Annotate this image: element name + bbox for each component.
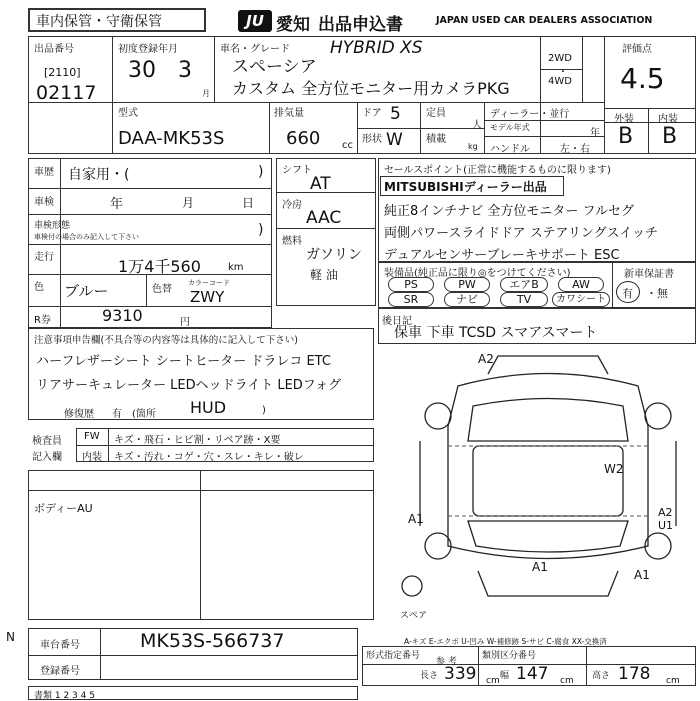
dims-height-unit: cm <box>666 676 680 686</box>
inspection-form-close: ) <box>258 222 264 238</box>
handle-label: ハンドル <box>490 144 530 155</box>
load-label: 積載 <box>426 134 446 145</box>
equipment-label: 装備品(純正品に限り◎をつけてください) <box>384 268 571 279</box>
repair-note: HUD <box>190 398 227 417</box>
color-code: ZWY <box>190 288 225 306</box>
displacement-value: 660 <box>286 128 321 149</box>
color-value: ブルー <box>64 282 109 300</box>
inspector-row2: キズ・汚れ・コゲ・穴・スレ・キレ・破レ <box>114 452 304 463</box>
model-year-unit: 年 <box>590 128 600 139</box>
inspection-month: 月 <box>182 196 195 210</box>
storage-note: 車内保管・守衛保管 <box>36 14 162 30</box>
chassis-label: 車台番号 <box>40 640 80 651</box>
displacement-label: 排気量 <box>274 108 304 119</box>
damage-a1-bottom: A1 <box>634 568 650 582</box>
lot-sub-number: [2110] <box>44 66 81 79</box>
association-name: JAPAN USED CAR DEALERS ASSOCIATION <box>436 15 653 26</box>
damage-legend: A-キズ E-エクボ U-凹み W-補修跡 S-サビ C-腐食 XX-交換済 <box>404 637 607 646</box>
dims-width: 147 <box>516 664 549 684</box>
selling-point-1: 純正8インチナビ 全方位モニター フルセグ <box>384 204 635 219</box>
declaration-label: 注意事項申告欄(不具合等の内容等は具体的に記入して下さい) <box>34 335 298 346</box>
car-diagram <box>398 346 698 616</box>
model-name-line2: カスタム 全方位モニター用カメラPKG <box>232 79 510 98</box>
equip-navi: ナビ <box>444 292 490 307</box>
warranty-label: 新車保証書 <box>624 269 674 280</box>
model-code-label: 型式 <box>118 108 138 119</box>
selling-points-label: セールスポイント(正常に機能するものに限ります) <box>384 165 611 176</box>
inspector-interior: 内装 <box>82 452 102 463</box>
equip-pw: PW <box>444 277 490 292</box>
equip-aw: AW <box>558 277 604 292</box>
color-code-label: カラーコード <box>188 279 230 287</box>
dealer-flag: MITSUBISHIディーラー出品 <box>384 180 547 194</box>
doors-label: ドア <box>362 108 382 119</box>
logo-mark: JU <box>238 10 272 32</box>
ac-label: 冷房 <box>282 200 302 211</box>
inspection-day: 日 <box>242 196 255 210</box>
recycle-label: R券 <box>34 315 51 326</box>
exterior-label: 外装 <box>614 114 634 125</box>
interior-label: 内装 <box>658 114 678 125</box>
warranty-yes: 有 <box>622 287 633 300</box>
dims-height: 178 <box>618 664 651 684</box>
dims-cat-label: 類別区分番号 <box>482 651 537 661</box>
history-value: 自家用・( <box>68 167 130 183</box>
shift-label: シフト <box>282 165 312 176</box>
dims-length-label: 長さ <box>420 671 439 681</box>
color-change-label: 色替 <box>152 284 172 295</box>
equip-seat: カワシート <box>552 292 610 307</box>
dims-ref-note: 参 考 <box>436 657 457 667</box>
drive-2wd: 2WD <box>548 53 572 64</box>
inspection-label: 車検 <box>34 197 54 208</box>
history-close: ) <box>258 164 264 180</box>
drive-dot: ・ <box>558 67 568 78</box>
damage-a1-left: A1 <box>408 512 424 526</box>
model-grade: HYBRID XS <box>330 38 423 58</box>
dims-length: 339 <box>444 664 477 684</box>
dealer-label: ディーラー・並行 <box>490 109 570 120</box>
warranty-no: ・無 <box>646 287 668 300</box>
lot-number: 02117 <box>36 82 97 104</box>
lot-label: 出品番号 <box>34 44 74 55</box>
damage-a2u1-right: A2 U1 <box>658 506 674 532</box>
registration-month-unit: 月 <box>202 89 210 98</box>
load-unit: kg <box>468 142 478 151</box>
repair-close: ) <box>262 405 266 416</box>
model-name-line1: スペーシア <box>232 57 317 77</box>
capacity-label: 定員 <box>426 108 446 119</box>
comment-left: ボディーAU <box>34 502 93 515</box>
spare-label: スペア <box>400 611 428 621</box>
mileage-value: 1万4千560 <box>118 257 201 276</box>
after-note-value: 保車 下車 TCSD スマアスマート <box>394 325 598 341</box>
repair-open: (箇所 <box>132 409 156 420</box>
model-name-label: 車名・グレード <box>220 44 290 55</box>
rating-score: 4.5 <box>620 62 665 95</box>
dims-width-unit: cm <box>560 676 574 686</box>
color-label: 色 <box>34 282 44 293</box>
shift-value: AT <box>310 174 331 194</box>
inspection-form-note: 車検付の場合のみ記入して下さい <box>34 233 139 241</box>
recycle-value: 9310 <box>102 306 143 325</box>
org-name: 愛知 <box>276 15 310 35</box>
damage-a1-rear: A1 <box>532 560 548 574</box>
registration-year: 30 <box>128 58 156 83</box>
inspector-label-1: 検査員 <box>32 436 62 447</box>
ac-value: AAC <box>306 208 342 228</box>
exterior-grade: B <box>618 124 634 149</box>
registration-label: 初度登録年月 <box>118 44 178 55</box>
inspector-row1: キズ・飛石・ヒビ割・リペア跡・X要 <box>114 435 281 446</box>
history-block <box>28 158 272 328</box>
inspector-fw: FW <box>84 431 100 442</box>
inspection-year: 年 <box>110 197 124 212</box>
history-label: 車歴 <box>34 167 54 178</box>
mileage-label: 走行 <box>34 252 54 263</box>
notes-grid <box>28 470 374 620</box>
displacement-unit: cc <box>342 140 353 151</box>
selling-point-3: デュアルセンサーブレーキサポート ESC <box>384 248 620 263</box>
dims-width-label: 幅 <box>500 671 510 681</box>
capacity-unit: 人 <box>472 120 482 131</box>
equip-sr: SR <box>388 292 434 307</box>
interior-grade: B <box>662 124 678 149</box>
handle-options: 左・右 <box>560 144 590 155</box>
declaration-line1: ハーフレザーシート シートヒーター ドラレコ ETC <box>36 354 331 369</box>
fuel-value1: ガソリン <box>306 247 362 263</box>
recycle-unit: 円 <box>180 317 190 328</box>
inspection-form-label: 車検形態 <box>34 221 71 231</box>
doors-value: 5 <box>390 104 401 124</box>
damage-w2: W2 <box>604 462 624 476</box>
shape-label: 形状 <box>362 134 382 145</box>
dims-height-label: 高さ <box>592 671 611 681</box>
equip-airbag: エアB <box>500 277 548 292</box>
dims-ref-label: 形式指定番号 <box>366 651 421 661</box>
repair-value: 有 <box>112 409 122 420</box>
reg-number-label: 登録番号 <box>40 666 80 677</box>
form-title: 出品申込書 <box>318 15 403 35</box>
shape-value: W <box>386 130 403 150</box>
equip-ps: PS <box>388 277 434 292</box>
damage-a2-top: A2 <box>478 352 494 366</box>
model-code-value: DAA-MK53S <box>118 128 225 149</box>
repair-label: 修復歴 <box>64 409 94 420</box>
registration-month: 3 <box>178 58 192 83</box>
selling-point-2: 両側パワースライドドア ステアリングスイッチ <box>384 226 659 241</box>
declaration-line2: リアサーキュレーター LEDヘッドライト LEDフォグ <box>36 378 342 393</box>
equip-tv: TV <box>500 292 548 307</box>
chassis-side-mark: N <box>6 630 15 644</box>
model-year-label: モデル年式 <box>490 123 530 132</box>
mileage-unit: km <box>228 262 244 273</box>
chassis-value: MK53S-566737 <box>140 630 285 652</box>
after-note-label: 後日記 <box>382 316 412 327</box>
inspector-label-2: 記入欄 <box>32 452 62 463</box>
footer-items: 書類 1 2 3 4 5 <box>34 691 95 701</box>
fuel-value2: 軽 油 <box>310 268 338 282</box>
fuel-label: 燃料 <box>282 236 302 247</box>
dims-length-unit: cm <box>486 676 500 686</box>
rating-label: 評価点 <box>622 44 652 55</box>
drive-4wd: 4WD <box>548 76 572 87</box>
